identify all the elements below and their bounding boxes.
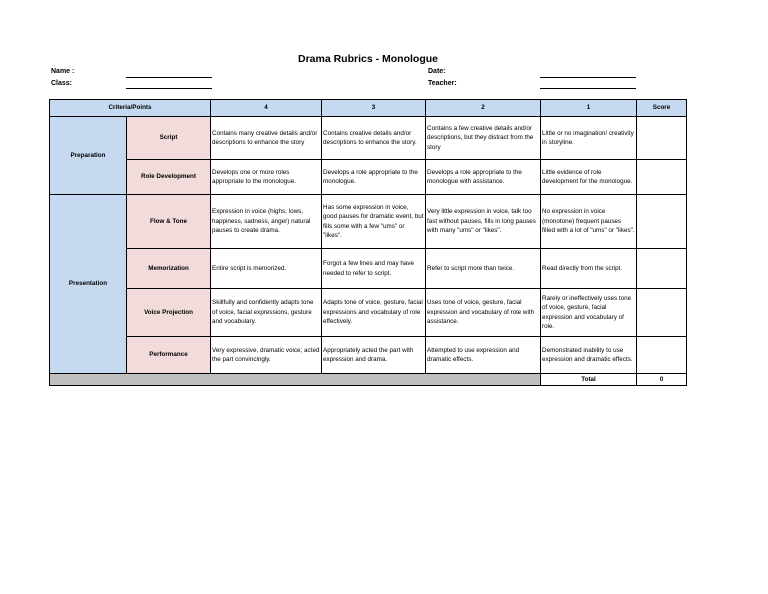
score-cell[interactable] (637, 160, 687, 195)
page-title: Drama Rubrics - Monologue (297, 53, 438, 65)
criterion-role-development: Role Development (127, 160, 211, 195)
level-2-cell: Attempted to use expression and dramatic effects. (426, 337, 541, 374)
score-cell[interactable] (637, 195, 687, 249)
table-row (50, 160, 687, 195)
category-preparation: Preparation (50, 117, 127, 195)
table-row (50, 289, 687, 337)
level-3-cell: Develops a role appropriate to the monologue. (322, 160, 426, 195)
class-label: Class: (51, 80, 73, 87)
level-1-cell: Little evidence of role development for the monologue. (541, 160, 637, 195)
level-3-cell: Has some expression in voice, good pauses for dramatic event, but fills some with a few "ums" or "likes". (322, 195, 426, 249)
date-field[interactable] (540, 77, 636, 78)
level-4-cell: Expression in voice (highs, lows, happiness, sadness, anger) natural pauses to create drama. (211, 195, 322, 249)
criterion-voice-projection: Voice Projection (127, 289, 211, 337)
category-presentation: Presentation (50, 195, 127, 374)
criterion-performance: Performance (127, 337, 211, 374)
score-cell[interactable] (637, 117, 687, 160)
criterion-flow-tone: Flow & Tone (127, 195, 211, 249)
rubric-table (49, 99, 687, 386)
total-row (50, 374, 687, 386)
header-row (50, 100, 687, 117)
score-cell[interactable] (637, 249, 687, 289)
level-4-cell: Entire script is memorized. (211, 249, 322, 289)
level-2-cell: Uses tone of voice, gesture, facial expression and vocabulary of role with assistance. (426, 289, 541, 337)
name-label: Name : (51, 68, 75, 75)
level-4-cell: Contains many creative details and/or descriptions to enhance the story (211, 117, 322, 160)
name-field[interactable] (126, 77, 212, 78)
teacher-field[interactable] (540, 88, 636, 89)
level-4-cell: Develops one or more roles appropriate to the monologue. (211, 160, 322, 195)
level-3-cell: Forgot a few lines and may have needed to refer to script. (322, 249, 426, 289)
level-1-cell: No expression in voice (monotone) frequent pauses filled with a lot of "ums" or "likes". (541, 195, 637, 249)
level-1-cell: Demonstrated inability to use expression and dramatic effects. (541, 337, 637, 374)
level-3-cell: Contains creative details and/or descriptions to enhance the story. (322, 117, 426, 160)
header-level-4: 4 (211, 100, 322, 117)
level-3-cell: Appropriately acted the part with expression and drama. (322, 337, 426, 374)
footer-filler (50, 374, 541, 386)
table-row (50, 337, 687, 374)
level-1-cell: Rarely or ineffectively uses tone of voice, gesture, facial expression and vocabulary of role. (541, 289, 637, 337)
date-label: Date: (428, 68, 446, 75)
level-1-cell: Read directly from the script. (541, 249, 637, 289)
teacher-label: Teacher: (428, 80, 457, 87)
level-2-cell: Refer to script more than twice. (426, 249, 541, 289)
criterion-memorization: Memorization (127, 249, 211, 289)
total-value: 0 (637, 374, 687, 386)
level-2-cell: Very little expression in voice, talk too fast without pauses, fills in long pauses with many "ums" or "likes". (426, 195, 541, 249)
total-label: Total (541, 374, 637, 386)
table-row (50, 117, 687, 160)
criterion-script: Script (127, 117, 211, 160)
score-cell[interactable] (637, 289, 687, 337)
level-2-cell: Contains a few creative details and/or descriptions, but they distract from the story (426, 117, 541, 160)
header-level-1: 1 (541, 100, 637, 117)
level-4-cell: Very expressive, dramatic voice; acted the part convincingly. (211, 337, 322, 374)
table-row (50, 249, 687, 289)
header-level-2: 2 (426, 100, 541, 117)
table-row (50, 195, 687, 249)
level-3-cell: Adapts tone of voice, gesture, facial expressions and vocabulary of role effectively. (322, 289, 426, 337)
level-1-cell: Little or no imagination/ creativity in storyline. (541, 117, 637, 160)
header-score: Score (637, 100, 687, 117)
class-field[interactable] (126, 88, 212, 89)
header-level-3: 3 (322, 100, 426, 117)
score-cell[interactable] (637, 337, 687, 374)
header-criteria: Criteria/Points (50, 100, 211, 117)
level-2-cell: Develops a role appropriate to the monologue with assistance. (426, 160, 541, 195)
level-4-cell: Skillfully and confidently adapts tone of voice, facial expressions, gesture and vocabulary. (211, 289, 322, 337)
